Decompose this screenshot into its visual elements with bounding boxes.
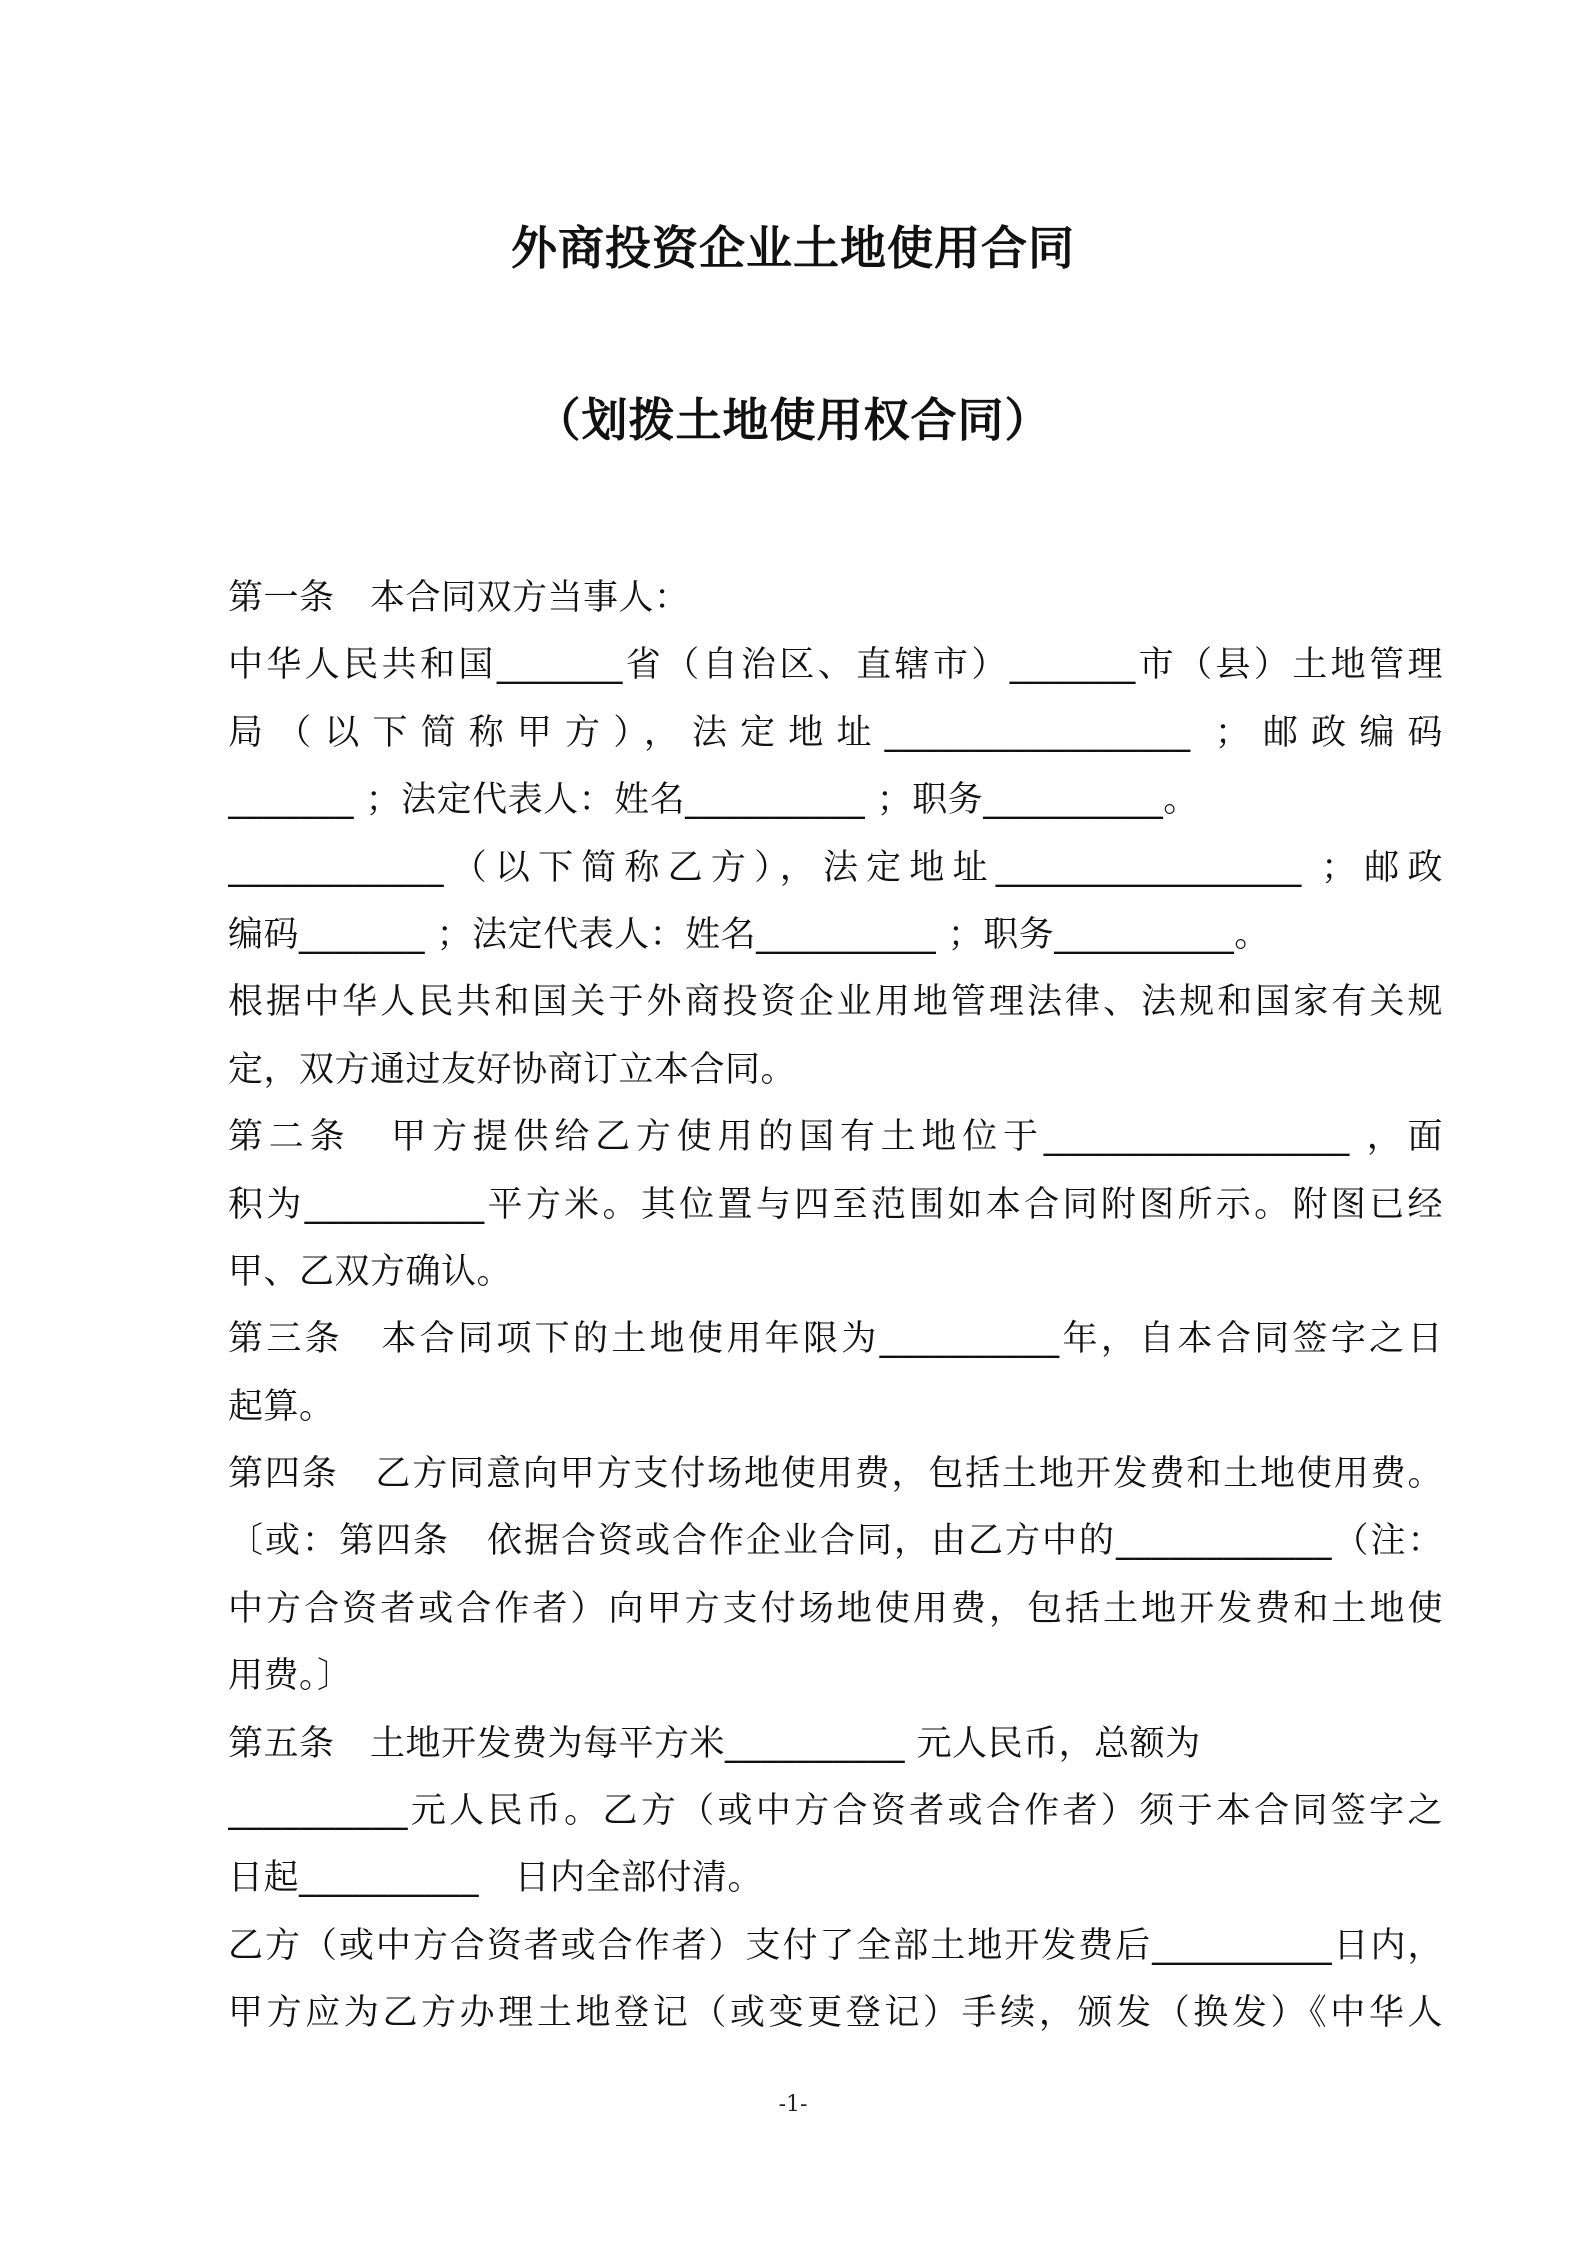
- text-line: 第一条 本合同双方当事人：: [228, 578, 690, 618]
- text-line: 日起__________ 日内全部付清。: [228, 1858, 764, 1899]
- text-line: 第五条 土地开发费为每平方米__________ 元人民币，总额为: [228, 1723, 1201, 1764]
- text-line: 用费。〕: [228, 1656, 353, 1697]
- text-line: 起算。: [228, 1386, 335, 1427]
- text-line: 编码_______ ；法定代表人：姓名__________ ；职务__________。: [228, 914, 1270, 955]
- text-line: 定，双方通过友好协商订立本合同。: [228, 1049, 797, 1090]
- text-line: ____________（以下简称乙方），法定地址_________________ ；邮政: [228, 847, 1443, 888]
- text-line: 中华人民共和国_______省（自治区、直辖市）_______市（县）土地管理: [228, 645, 1443, 686]
- text-line: 第三条 本合同项下的土地使用年限为__________年，自本合同签字之日: [228, 1319, 1443, 1360]
- text-line: 乙方（或中方合资者或合作者）支付了全部土地开发费后__________日内，: [228, 1925, 1443, 1966]
- document-title: 外商投资企业土地使用合同: [511, 221, 1075, 275]
- text-line: 甲、乙双方确认。: [228, 1251, 513, 1292]
- document-subtitle: （划拨土地使用权合同）: [534, 393, 1052, 447]
- text-line: 第二条 甲方提供给乙方使用的国有土地位于_________________ ，面: [228, 1117, 1443, 1158]
- contract-body: [228, 565, 1443, 2048]
- text-line: 甲方应为乙方办理土地登记（或变更登记）手续，颁发（换发）《中华人: [228, 1993, 1443, 2034]
- page-number: -1-: [778, 2092, 808, 2117]
- text-line: __________元人民币。乙方（或中方合资者或合作者）须于本合同签字之: [228, 1791, 1443, 1832]
- text-line: 中方合资者或合作者）向甲方支付场地使用费，包括土地开发费和土地使: [228, 1588, 1443, 1629]
- text-line: 局（以下简称甲方），法定地址_________________ ；邮政编码: [228, 712, 1443, 753]
- text-line: _______ ；法定代表人：姓名__________ ；职务__________。: [228, 780, 1199, 821]
- text-line: 根据中华人民共和国关于外商投资企业用地管理法律、法规和国家有关规: [228, 982, 1443, 1023]
- text-line: 〔或：第四条 依据合资或合作企业合同，由乙方中的____________（注：: [228, 1521, 1443, 1562]
- text-line: 积为__________平方米。其位置与四至范围如本合同附图所示。附图已经: [228, 1184, 1443, 1225]
- text-line: 第四条 乙方同意向甲方支付场地使用费，包括土地开发费和土地使用费。: [228, 1454, 1443, 1495]
